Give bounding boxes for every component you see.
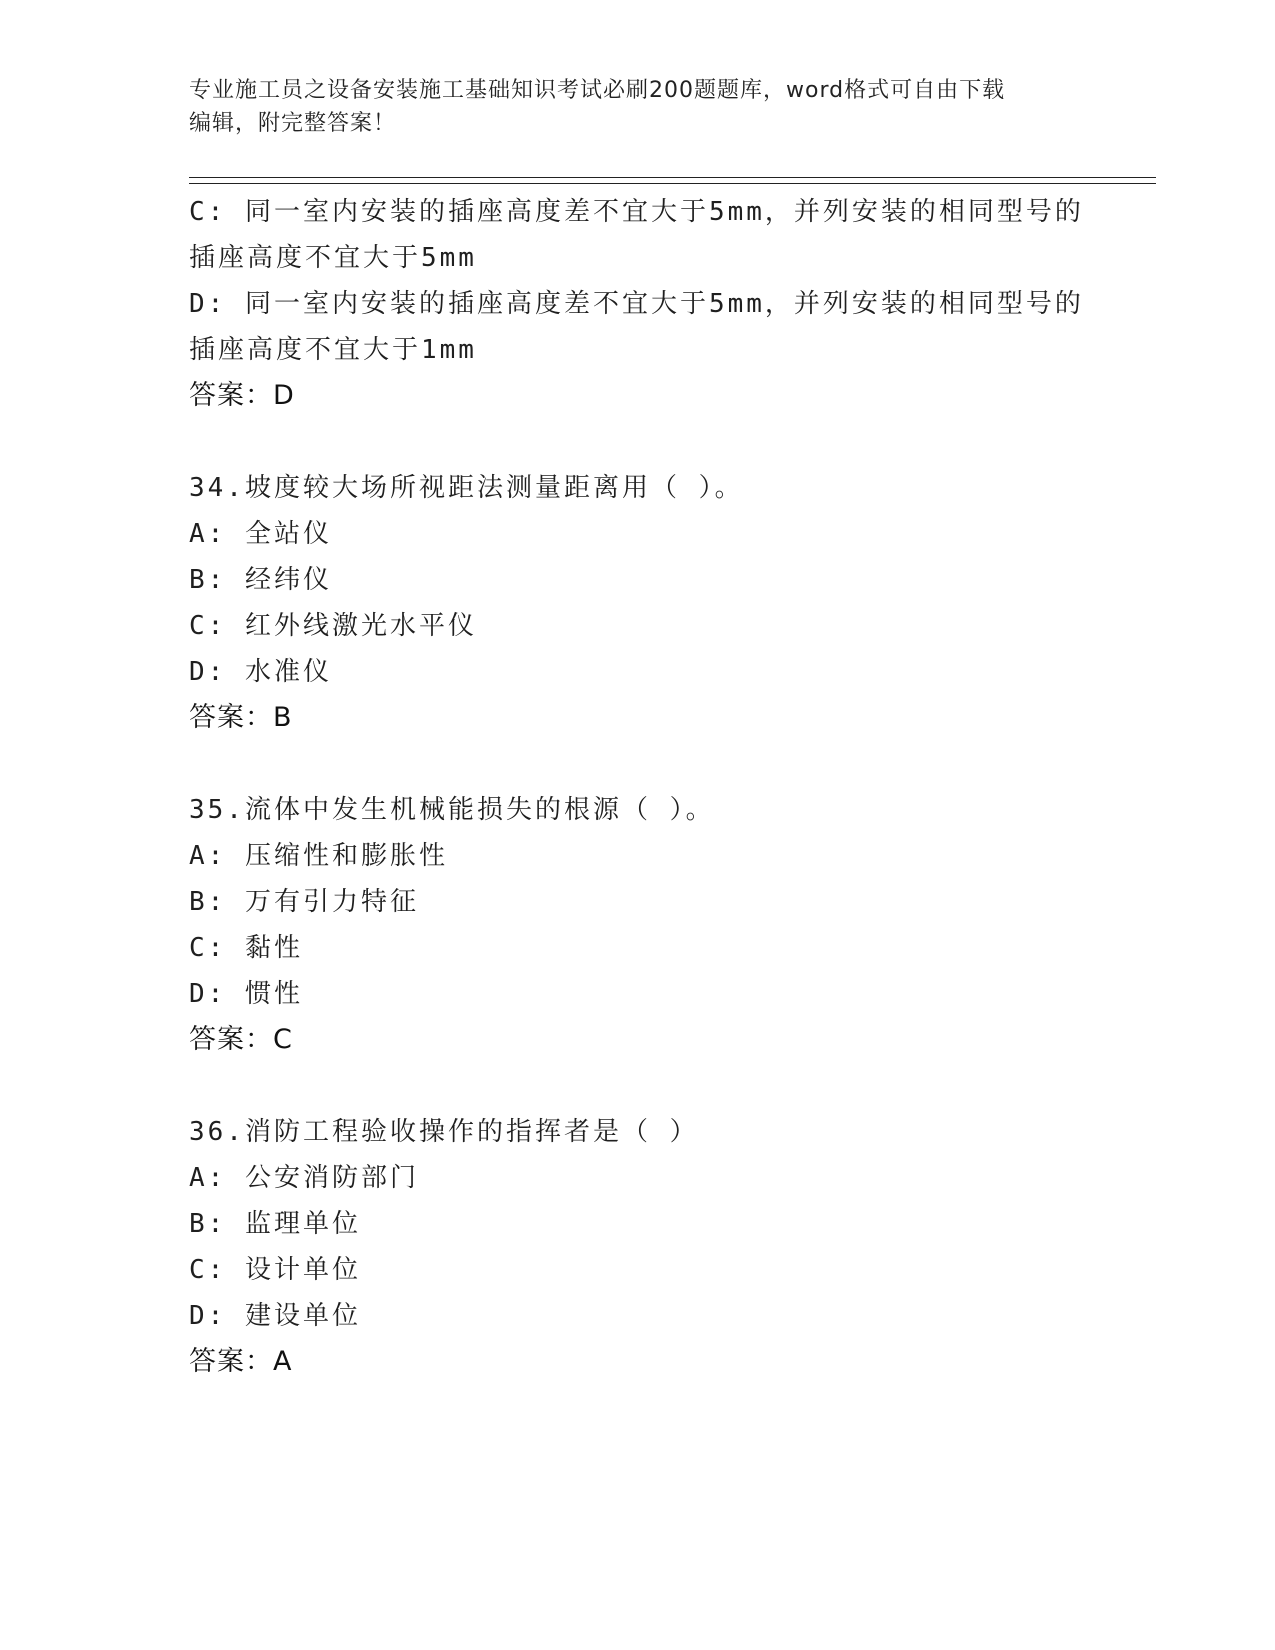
question-stem: 35.流体中发生机械能损失的根源（ ）。 — [189, 795, 715, 825]
question-stem: 34.坡度较大场所视距法测量距离用（ ）。 — [189, 473, 744, 503]
option-c-line-2: 插座高度不宜大于5mm — [189, 243, 477, 273]
header-divider-bottom — [189, 183, 1156, 184]
header-divider-top — [189, 177, 1156, 178]
option-c: C: 设计单位 — [189, 1255, 361, 1285]
question-stem: 36.消防工程验收操作的指挥者是（ ） — [189, 1117, 699, 1147]
spacer — [189, 741, 1089, 787]
option-c: C: 红外线激光水平仪 — [189, 611, 477, 641]
spacer — [189, 1063, 1089, 1109]
option-a: A: 压缩性和膨胀性 — [189, 841, 448, 871]
document-header: 专业施工员之设备安装施工基础知识考试必刷200题题库，word格式可自由下载 编辑，附完整答案！ — [189, 78, 1006, 136]
option-b: B: 经纬仪 — [189, 565, 332, 595]
answer-34: 答案：B — [189, 702, 293, 733]
option-d: D: 惯性 — [189, 979, 303, 1009]
question-33-tail — [189, 189, 1089, 419]
answer-33: 答案：D — [189, 380, 295, 411]
option-c: C: 黏性 — [189, 933, 303, 963]
option-d: D: 水准仪 — [189, 657, 332, 687]
option-d-line-1: D: 同一室内安装的插座高度差不宜大于5mm，并列安装的相同型号的 — [189, 289, 1084, 319]
answer-36: 答案：A — [189, 1346, 293, 1377]
question-34 — [189, 465, 1089, 741]
spacer — [189, 419, 1089, 465]
answer-35: 答案：C — [189, 1024, 293, 1055]
option-c-line-1: C: 同一室内安装的插座高度差不宜大于5mm，并列安装的相同型号的 — [189, 197, 1084, 227]
option-b: B: 万有引力特征 — [189, 887, 419, 917]
option-a: A: 公安消防部门 — [189, 1163, 419, 1193]
option-b: B: 监理单位 — [189, 1209, 361, 1239]
option-d: D: 建设单位 — [189, 1301, 361, 1331]
question-36 — [189, 1109, 1089, 1385]
question-list — [189, 189, 1089, 1385]
option-d-line-2: 插座高度不宜大于1mm — [189, 335, 477, 365]
option-a: A: 全站仪 — [189, 519, 332, 549]
question-35 — [189, 787, 1089, 1063]
